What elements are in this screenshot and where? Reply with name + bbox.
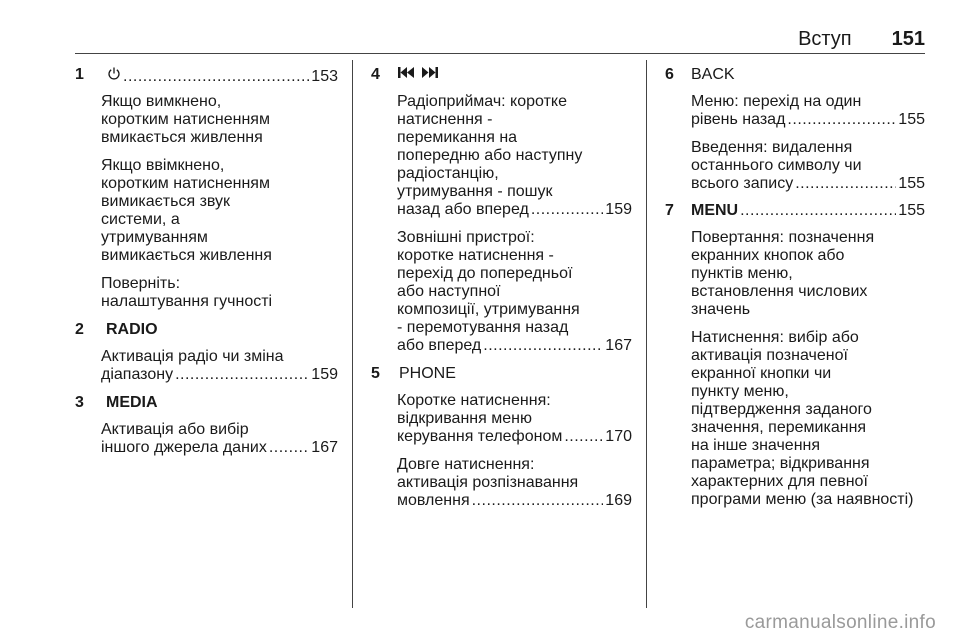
- paragraph: [397, 392, 632, 446]
- leader-dots: [740, 202, 896, 220]
- leader-dots: [787, 111, 896, 129]
- page-reference: 155: [898, 175, 925, 192]
- text-line: активація розпізнавання: [397, 474, 579, 491]
- power-icon: [107, 66, 121, 81]
- page-reference: 155: [898, 202, 925, 219]
- page-reference: 155: [898, 111, 925, 128]
- text-line: діапазону: [101, 366, 174, 383]
- page-reference: 159: [311, 366, 338, 383]
- entry-number: 3: [75, 394, 84, 411]
- dotted-line: [691, 111, 925, 129]
- text-line: налаштування гучності: [101, 293, 273, 310]
- text-line: коротким натисненням: [101, 111, 270, 128]
- paragraph: [691, 229, 925, 319]
- entry-number: 1: [75, 66, 84, 83]
- paragraph: [691, 329, 925, 509]
- text-line: вимикається живлення: [101, 247, 272, 264]
- text-line: Введення: видалення: [691, 139, 853, 156]
- text-line: екранної кнопки чи: [691, 365, 832, 382]
- key-label: PHONE: [399, 365, 456, 382]
- leader-dots: [472, 492, 604, 510]
- text-line: параметра; відкривання: [691, 455, 870, 472]
- entry-number: 6: [665, 66, 674, 83]
- leader-dots: [483, 337, 603, 355]
- text-line: Повертання: позначення: [691, 229, 875, 246]
- column-3: [665, 66, 925, 519]
- key-label: MEDIA: [106, 394, 158, 411]
- paragraph: [101, 275, 338, 311]
- text-line: Коротке натиснення:: [397, 392, 551, 409]
- dotted-line: [397, 337, 632, 355]
- leader-dots: [175, 366, 309, 384]
- text-line: екранних кнопок або: [691, 247, 845, 264]
- entry-2: [75, 321, 338, 384]
- paragraph: [101, 93, 338, 147]
- text-line: мовлення: [397, 492, 470, 509]
- text-line: керування телефоном: [397, 428, 563, 445]
- text-line: програми меню (за наявності): [691, 491, 914, 508]
- text-line: характерних для певної: [691, 473, 868, 490]
- paragraph: [691, 93, 925, 129]
- entry-number: 4: [371, 66, 380, 83]
- text-line: композиції, утримування: [397, 301, 580, 318]
- skip-forward-icon: [421, 66, 438, 79]
- entry-head: [371, 66, 632, 84]
- paragraph: [101, 157, 338, 265]
- column-2: [371, 66, 632, 520]
- text-line: встановлення числових: [691, 283, 868, 300]
- page-reference: 167: [605, 337, 632, 354]
- dotted-line: [397, 492, 632, 510]
- watermark[interactable]: carmanualsonline.info: [744, 612, 936, 633]
- column-divider: [646, 60, 647, 608]
- dotted-line: [107, 66, 338, 86]
- key-label: MENU: [691, 202, 739, 219]
- entry-head: [75, 321, 338, 339]
- entry-7: [665, 202, 925, 509]
- text-line: вимикається звук: [101, 193, 231, 210]
- key-label: BACK: [691, 66, 735, 83]
- text-line: Якщо вимкнено,: [101, 93, 222, 110]
- dotted-line: [397, 428, 632, 446]
- text-line: Поверніть:: [101, 275, 181, 292]
- paragraph: [397, 93, 632, 219]
- page-reference: 170: [605, 428, 632, 445]
- entry-head: [371, 365, 632, 383]
- entry-1: [75, 66, 338, 311]
- section-title: Вступ: [798, 28, 852, 50]
- text-line: Довге натиснення:: [397, 456, 535, 473]
- column-1: [75, 66, 338, 467]
- text-line: Активація або вибір: [101, 421, 249, 438]
- text-line: коротким натисненням: [101, 175, 270, 192]
- text-line: на інше значення: [691, 437, 821, 454]
- dotted-line: [101, 366, 338, 384]
- entry-head: [75, 394, 338, 412]
- text-line: системи, а: [101, 211, 180, 228]
- text-line: радіостанцію,: [397, 165, 499, 182]
- text-line: Зовнішні пристрої:: [397, 229, 535, 246]
- paragraph: [397, 229, 632, 355]
- entry-number: 7: [665, 202, 674, 219]
- text-line: іншого джерела даних: [101, 439, 267, 456]
- text-line: натиснення -: [397, 111, 493, 128]
- entry-number: 2: [75, 321, 84, 338]
- header-rule: [75, 53, 925, 54]
- text-line: назад або вперед: [397, 201, 529, 218]
- text-line: Радіоприймач: коротке: [397, 93, 567, 110]
- text-line: перехід до попередньої: [397, 265, 573, 282]
- page-reference: 167: [311, 439, 338, 456]
- paragraph: [691, 139, 925, 193]
- text-line: або вперед: [397, 337, 482, 354]
- text-line: значень: [691, 301, 751, 318]
- paragraph: [397, 456, 632, 510]
- entry-3: [75, 394, 338, 457]
- entry-head: [75, 66, 338, 84]
- text-line: Натиснення: вибір або: [691, 329, 859, 346]
- dotted-line: [397, 201, 632, 219]
- leader-dots: [531, 201, 603, 219]
- text-line: Якщо ввімкнено,: [101, 157, 225, 174]
- text-line: значення, перемикання: [691, 419, 867, 436]
- entry-4: [371, 66, 632, 355]
- column-divider: [352, 60, 353, 608]
- text-line: Меню: перехід на один: [691, 93, 862, 110]
- text-line: підтвердження заданого: [691, 401, 872, 418]
- text-line: пунктів меню,: [691, 265, 793, 282]
- page-reference: 169: [605, 492, 632, 509]
- text-line: останнього символу чи: [691, 157, 862, 174]
- page-header: [798, 28, 925, 52]
- key-label: RADIO: [106, 321, 158, 338]
- text-line: - перемотування назад: [397, 319, 569, 336]
- paragraph: [101, 348, 338, 384]
- page-reference: 159: [605, 201, 632, 218]
- page-reference: 153: [311, 68, 338, 85]
- dotted-line: [691, 175, 925, 193]
- text-line: активація позначеної: [691, 347, 848, 364]
- entry-5: [371, 365, 632, 510]
- entry-number: 5: [371, 365, 380, 382]
- text-line: утримування - пошук: [397, 183, 553, 200]
- skip-back-icon: [398, 66, 415, 79]
- leader-dots: [269, 439, 309, 457]
- entry-6: [665, 66, 925, 193]
- entry-head: [665, 202, 925, 220]
- leader-dots: [795, 175, 896, 193]
- leader-dots: [564, 428, 603, 446]
- text-line: відкривання меню: [397, 410, 532, 427]
- text-line: Активація радіо чи зміна: [101, 348, 284, 365]
- text-line: перемикання на: [397, 129, 518, 146]
- dotted-line: [691, 202, 925, 220]
- text-line: коротке натиснення -: [397, 247, 554, 264]
- text-line: всього запису: [691, 175, 794, 192]
- entry-head: [665, 66, 925, 84]
- paragraph: [101, 421, 338, 457]
- text-line: пункту меню,: [691, 383, 789, 400]
- leader-dots: [123, 68, 309, 86]
- page-number: 151: [891, 28, 925, 50]
- dotted-line: [101, 439, 338, 457]
- text-line: або наступної: [397, 283, 501, 300]
- text-line: рівень назад: [691, 111, 786, 128]
- text-line: попередню або наступну: [397, 147, 583, 164]
- text-line: утримуванням: [101, 229, 208, 246]
- text-line: вмикається живлення: [101, 129, 263, 146]
